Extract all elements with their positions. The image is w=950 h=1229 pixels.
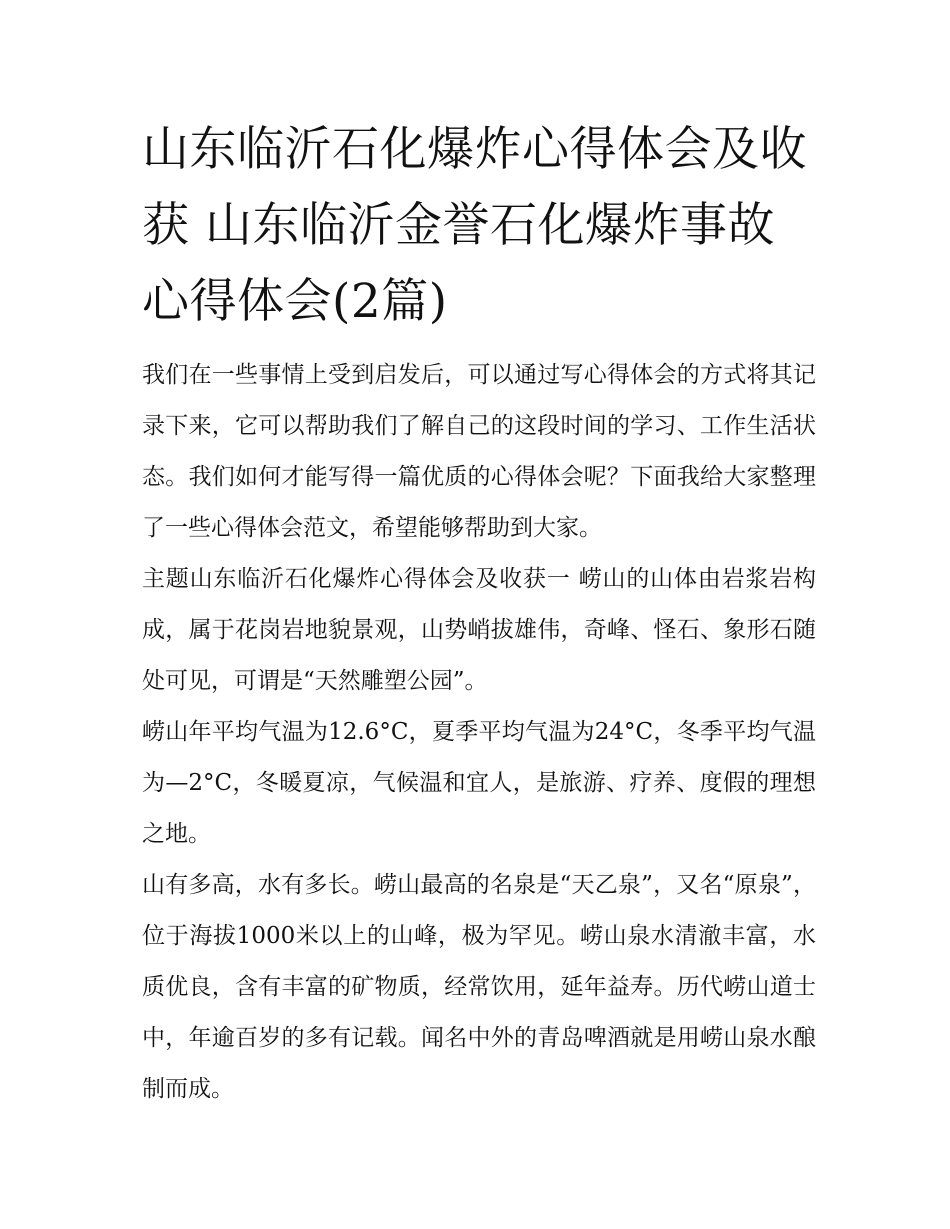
document-title: 山东临沂石化爆炸心得体会及收获 山东临沂金誉石化爆炸事故心得体会(2篇) xyxy=(142,122,807,329)
paragraph-laoshan-geology: 主题山东临沂石化爆炸心得体会及收获一 崂山的山体由岩浆岩构成，属于花岗岩地貌景观，山势峭拔雄伟，奇峰、怪石、象形石随处可见，可谓是“天然雕塑公园”。 xyxy=(142,566,816,694)
paragraph-laoshan-springs: 山有多高，水有多长。崂山最高的名泉是“天乙泉”，又名“原泉”，位于海拔1000米以上的山峰，极为罕见。崂山泉水清澈丰富，水质优良，含有丰富的矿物质，经常饮用，延年益寿。历代崂山道士中，年逾百岁的多有记载。闻名中外的青岛啤酒就是用崂山泉水酿制而成。 xyxy=(142,872,816,1102)
paragraph-laoshan-climate: 崂山年平均气温为12.6°C，夏季平均气温为24°C，冬季平均气温为—2°C，冬暖夏凉，气候温和宜人，是旅游、疗养、度假的理想之地。 xyxy=(142,719,816,847)
paragraph-intro: 我们在一些事情上受到启发后，可以通过写心得体会的方式将其记录下来，它可以帮助我们了解自己的这段时间的学习、工作生活状态。我们如何才能写得一篇优质的心得体会呢？下面我给大家整理了一些心得体会范文，希望能够帮助到大家。 xyxy=(142,362,816,541)
document-page xyxy=(142,112,816,1115)
